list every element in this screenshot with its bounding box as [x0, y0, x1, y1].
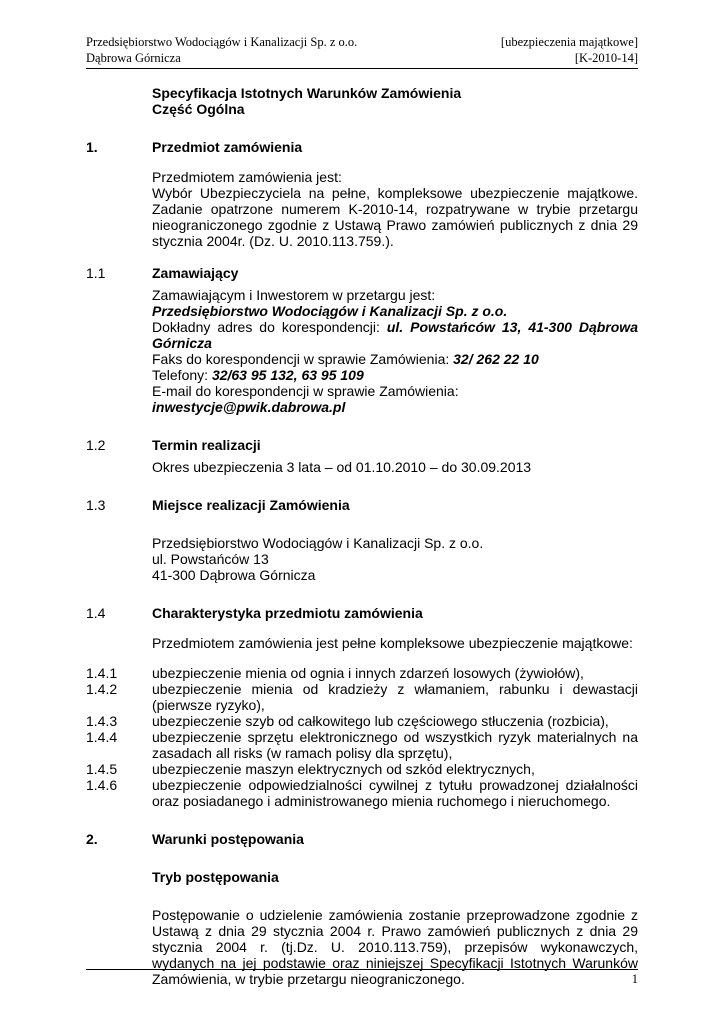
section-1-4-intro	[152, 635, 638, 651]
header-divider	[86, 68, 638, 69]
page-number: 1	[631, 972, 638, 986]
contact-address	[152, 319, 638, 351]
address-line-2: ul. Powstańców 13	[152, 551, 269, 567]
list-item-text: ubezpieczenie mienia od kradzieży z włamaniem, rabunku i dewastacji (pierwsze ryzyko),	[152, 681, 638, 713]
list-item-number: 1.4.1	[86, 665, 118, 681]
section-title: Charakterystyka przedmiotu zamówienia	[152, 605, 423, 621]
list-item	[86, 665, 638, 681]
header-city: Dąbrowa Górnicza	[86, 51, 181, 65]
section-1-body: Wybór Ubezpieczyciela na pełne, kompleksowe ubezpieczenie majątkowe. Zadanie opatrzone numerem K-2010-14, rozpatrywane w trybie przetargu nieograniczonego zgodnie z Ustawą Prawo zamówień publicznych z dnia 29 stycznia 2004r. (Dz. U. 2010.113.759.).	[152, 185, 638, 249]
address-label: Dokładny adres do korespondencji:	[152, 319, 380, 335]
section-1-2-heading	[86, 437, 638, 453]
section-title: Zamawiający	[152, 265, 239, 281]
section-1-content	[152, 169, 638, 249]
document-title	[152, 85, 638, 117]
list-item	[86, 681, 638, 713]
section-title: Termin realizacji	[152, 437, 261, 453]
header-doc-code: [K-2010-14]	[574, 51, 638, 65]
address-value: ul. Powstańców 13, 41-300 Dąbrowa Górnicza	[152, 319, 638, 351]
list-item-text: ubezpieczenie odpowiedzialności cywilnej z tytułu prowadzonej działalności oraz posiadanego i administrowanego mienia ruchomego i nieruchomego.	[152, 777, 638, 809]
email-label: E-mail do korespondencji w sprawie Zamówienia:	[152, 383, 459, 399]
section-1-intro: Przedmiotem zamówienia jest:	[152, 169, 342, 185]
list-item	[86, 729, 638, 761]
section-1-4-heading	[86, 605, 638, 621]
list-item-number: 1.4.4	[86, 729, 118, 745]
contact-email	[152, 383, 638, 415]
subsection-title: Tryb postępowania	[152, 869, 279, 885]
phone-label: Telefony:	[152, 367, 209, 383]
list-item	[86, 777, 638, 809]
list-item-text: ubezpieczenie szyb od całkowitego lub częściowego stłuczenia (rozbicia),	[152, 713, 609, 729]
contact-fax	[152, 351, 638, 367]
section-number: 1.2	[86, 437, 106, 453]
header-right	[501, 34, 638, 66]
contracting-intro: Zamawiającym i Inwestorem w przetargu jest:	[152, 287, 436, 303]
list-item-number: 1.4.6	[86, 777, 118, 793]
contracting-company: Przedsiębiorstwo Wodociągów i Kanalizacji Sp. z o.o.	[152, 303, 508, 319]
section-number: 1.4	[86, 605, 106, 621]
procedure-body: Postępowanie o udzielenie zamówienia zostanie przeprowadzone zgodnie z Ustawą z dnia 29 stycznia 2004 r. Prawo zamówień publicznych z dnia 29 stycznia 2004 r. (tj.Dz. U. 2010.113.759), przepisów wykonawczych, wydanych na jej podstawie oraz niniejszej Specyfikacji Istotnych Warunków Zamówienia, w trybie przetargu nieograniczonego.	[152, 907, 638, 987]
list-item-text: ubezpieczenie maszyn elektrycznych od szkód elektrycznych,	[152, 761, 535, 777]
section-2-content	[152, 907, 638, 987]
section-title: Warunki postępowania	[152, 831, 304, 847]
section-1-1-heading	[86, 265, 638, 281]
section-number: 1.	[86, 139, 98, 155]
email-value: inwestycje@pwik.dabrowa.pl	[152, 399, 346, 415]
scope-list	[86, 665, 638, 809]
list-item-number: 1.4.5	[86, 761, 118, 777]
list-item-number: 1.4.2	[86, 681, 118, 697]
phone-value: 32/63 95 132, 63 95 109	[211, 367, 364, 383]
fax-value: 32/ 262 22 10	[453, 351, 539, 367]
list-item-text: ubezpieczenie mienia od ognia i innych zdarzeń losowych (żywiołów),	[152, 665, 584, 681]
header-left	[86, 34, 357, 66]
list-item-text: ubezpieczenie sprzętu elektronicznego od wszystkich ryzyk materialnych na zasadach all risks (w ramach polisy dla sprzętu),	[152, 729, 638, 761]
footer-divider	[86, 969, 638, 970]
address-line-3: 41-300 Dąbrowa Górnicza	[152, 567, 316, 583]
section-1-1-content	[152, 287, 638, 415]
insurance-period: Okres ubezpieczenia 3 lata – od 01.10.2010 – do 30.09.2013	[152, 459, 532, 475]
list-item	[86, 761, 638, 777]
address-line-1: Przedsiębiorstwo Wodociągów i Kanalizacji Sp. z o.o.	[152, 535, 484, 551]
document-body	[86, 85, 638, 987]
section-number: 1.3	[86, 497, 106, 513]
title-line-2: Część Ogólna	[152, 101, 245, 117]
list-item-number: 1.4.3	[86, 713, 118, 729]
section-2-heading	[86, 831, 638, 847]
title-line-1: Specyfikacja Istotnych Warunków Zamówienia	[152, 85, 462, 101]
section-1-2-content	[152, 459, 638, 475]
section-1-4-intro-text: Przedmiotem zamówienia jest pełne kompleksowe ubezpieczenie majątkowe:	[152, 635, 633, 651]
header-doc-topic: [ubezpieczenia majątkowe]	[500, 35, 638, 49]
section-number: 1.1	[86, 265, 106, 281]
list-item	[86, 713, 638, 729]
section-1-3-heading	[86, 497, 638, 513]
section-title: Miejsce realizacji Zamówienia	[152, 497, 350, 513]
section-number: 2.	[86, 831, 98, 847]
header-company: Przedsiębiorstwo Wodociągów i Kanalizacji Sp. z o.o.	[86, 35, 358, 49]
section-1-heading	[86, 139, 638, 155]
section-title: Przedmiot zamówienia	[152, 139, 303, 155]
section-1-3-content	[152, 535, 638, 583]
contact-phone	[152, 367, 638, 383]
fax-label: Faks do korespondencji w sprawie Zamówienia:	[152, 351, 450, 367]
